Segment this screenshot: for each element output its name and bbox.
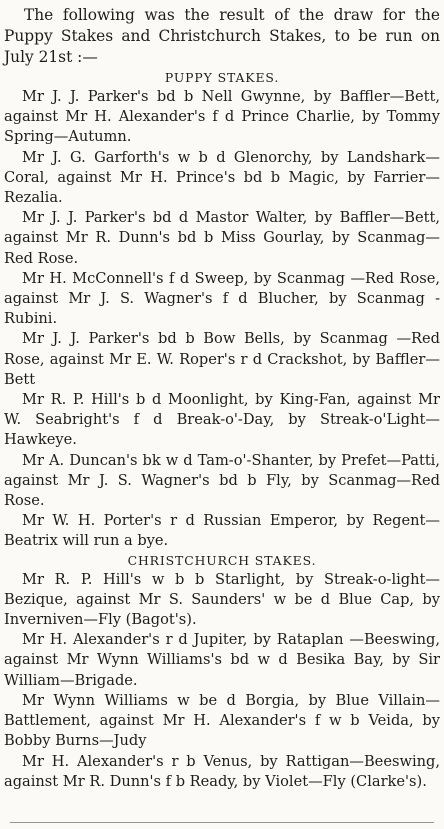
puppy-entry: Mr W. H. Porter's r d Russian Emperor, by Regent—Beatrix will run a bye. xyxy=(4,512,440,550)
puppy-entry: Mr J. J. Parker's bd b Nell Gwynne, by Baffler—Bett, against Mr H. Alexander's f d Prince Charlie, by Tommy Spring—Autumn. xyxy=(4,88,440,146)
christchurch-entry: Mr Wynn Williams w be d Borgia, by Blue Villain—Battlement, against Mr H. Alexander's f w b Veida, by Bobby Burns—Judy xyxy=(4,691,440,750)
christchurch-entry: Mr H. Alexander's r b Venus, by Rattigan—Beeswing, against Mr R. Dunn's f b Ready, by Violet—Fly (Clarke's). xyxy=(4,752,440,790)
christchurch-entry: Mr H. Alexander's r d Jupiter, by Rataplan —Beeswing, against Mr Wynn Williams's bd w d Besika Bay, by Sir William—Brigade. xyxy=(4,631,440,689)
intro-paragraph: The following was the result of the draw for the Puppy Stakes and Christchurch Stakes, to be run on July 21st :— xyxy=(4,6,440,66)
column-end-rule xyxy=(10,822,434,823)
puppy-entry: Mr J. J. Parker's bd d Mastor Walter, by Baffler—Bett, against Mr R. Dunn's bd b Miss Gourlay, by Scanmag—Red Rose. xyxy=(4,209,440,267)
puppy-entry: Mr J. J. Parker's bd b Bow Bells, by Scanmag —Red Rose, against Mr E. W. Roper's r d Crackshot, by Baffler—Bett xyxy=(4,330,440,388)
puppy-entry: Mr J. G. Garforth's w b d Glenorchy, by Landshark—Coral, against Mr H. Prince's bd b Magic, by Farrier—Rezalia. xyxy=(4,148,440,207)
christchurch-stakes-heading: CHRISTCHURCH STAKES. xyxy=(127,552,317,568)
puppy-stakes-heading: PUPPY STAKES. xyxy=(164,70,280,85)
puppy-entry: Mr A. Duncan's bk w d Tam-o'-Shanter, by Prefet—Patti, against Mr J. S. Wagner's bd b Fly, by Scanmag—Red Rose. xyxy=(4,451,440,510)
christchurch-entry: Mr R. P. Hill's w b b Starlight, by Streak-o-light—Bezique, against Mr S. Saunders' w be d Blue Cap, by Inverniven—Fly (Bagot's). xyxy=(4,570,440,629)
puppy-entry: Mr H. McConnell's f d Sweep, by Scanmag —Red Rose, against Mr J. S. Wagner's f d Blucher, by Scanmag - Rubini. xyxy=(4,269,440,328)
puppy-entry: Mr R. P. Hill's b d Moonlight, by King-Fan, against Mr W. Seabright's f d Break-o'-Day, by Streak-o'Light—Hawkeye. xyxy=(4,391,440,449)
